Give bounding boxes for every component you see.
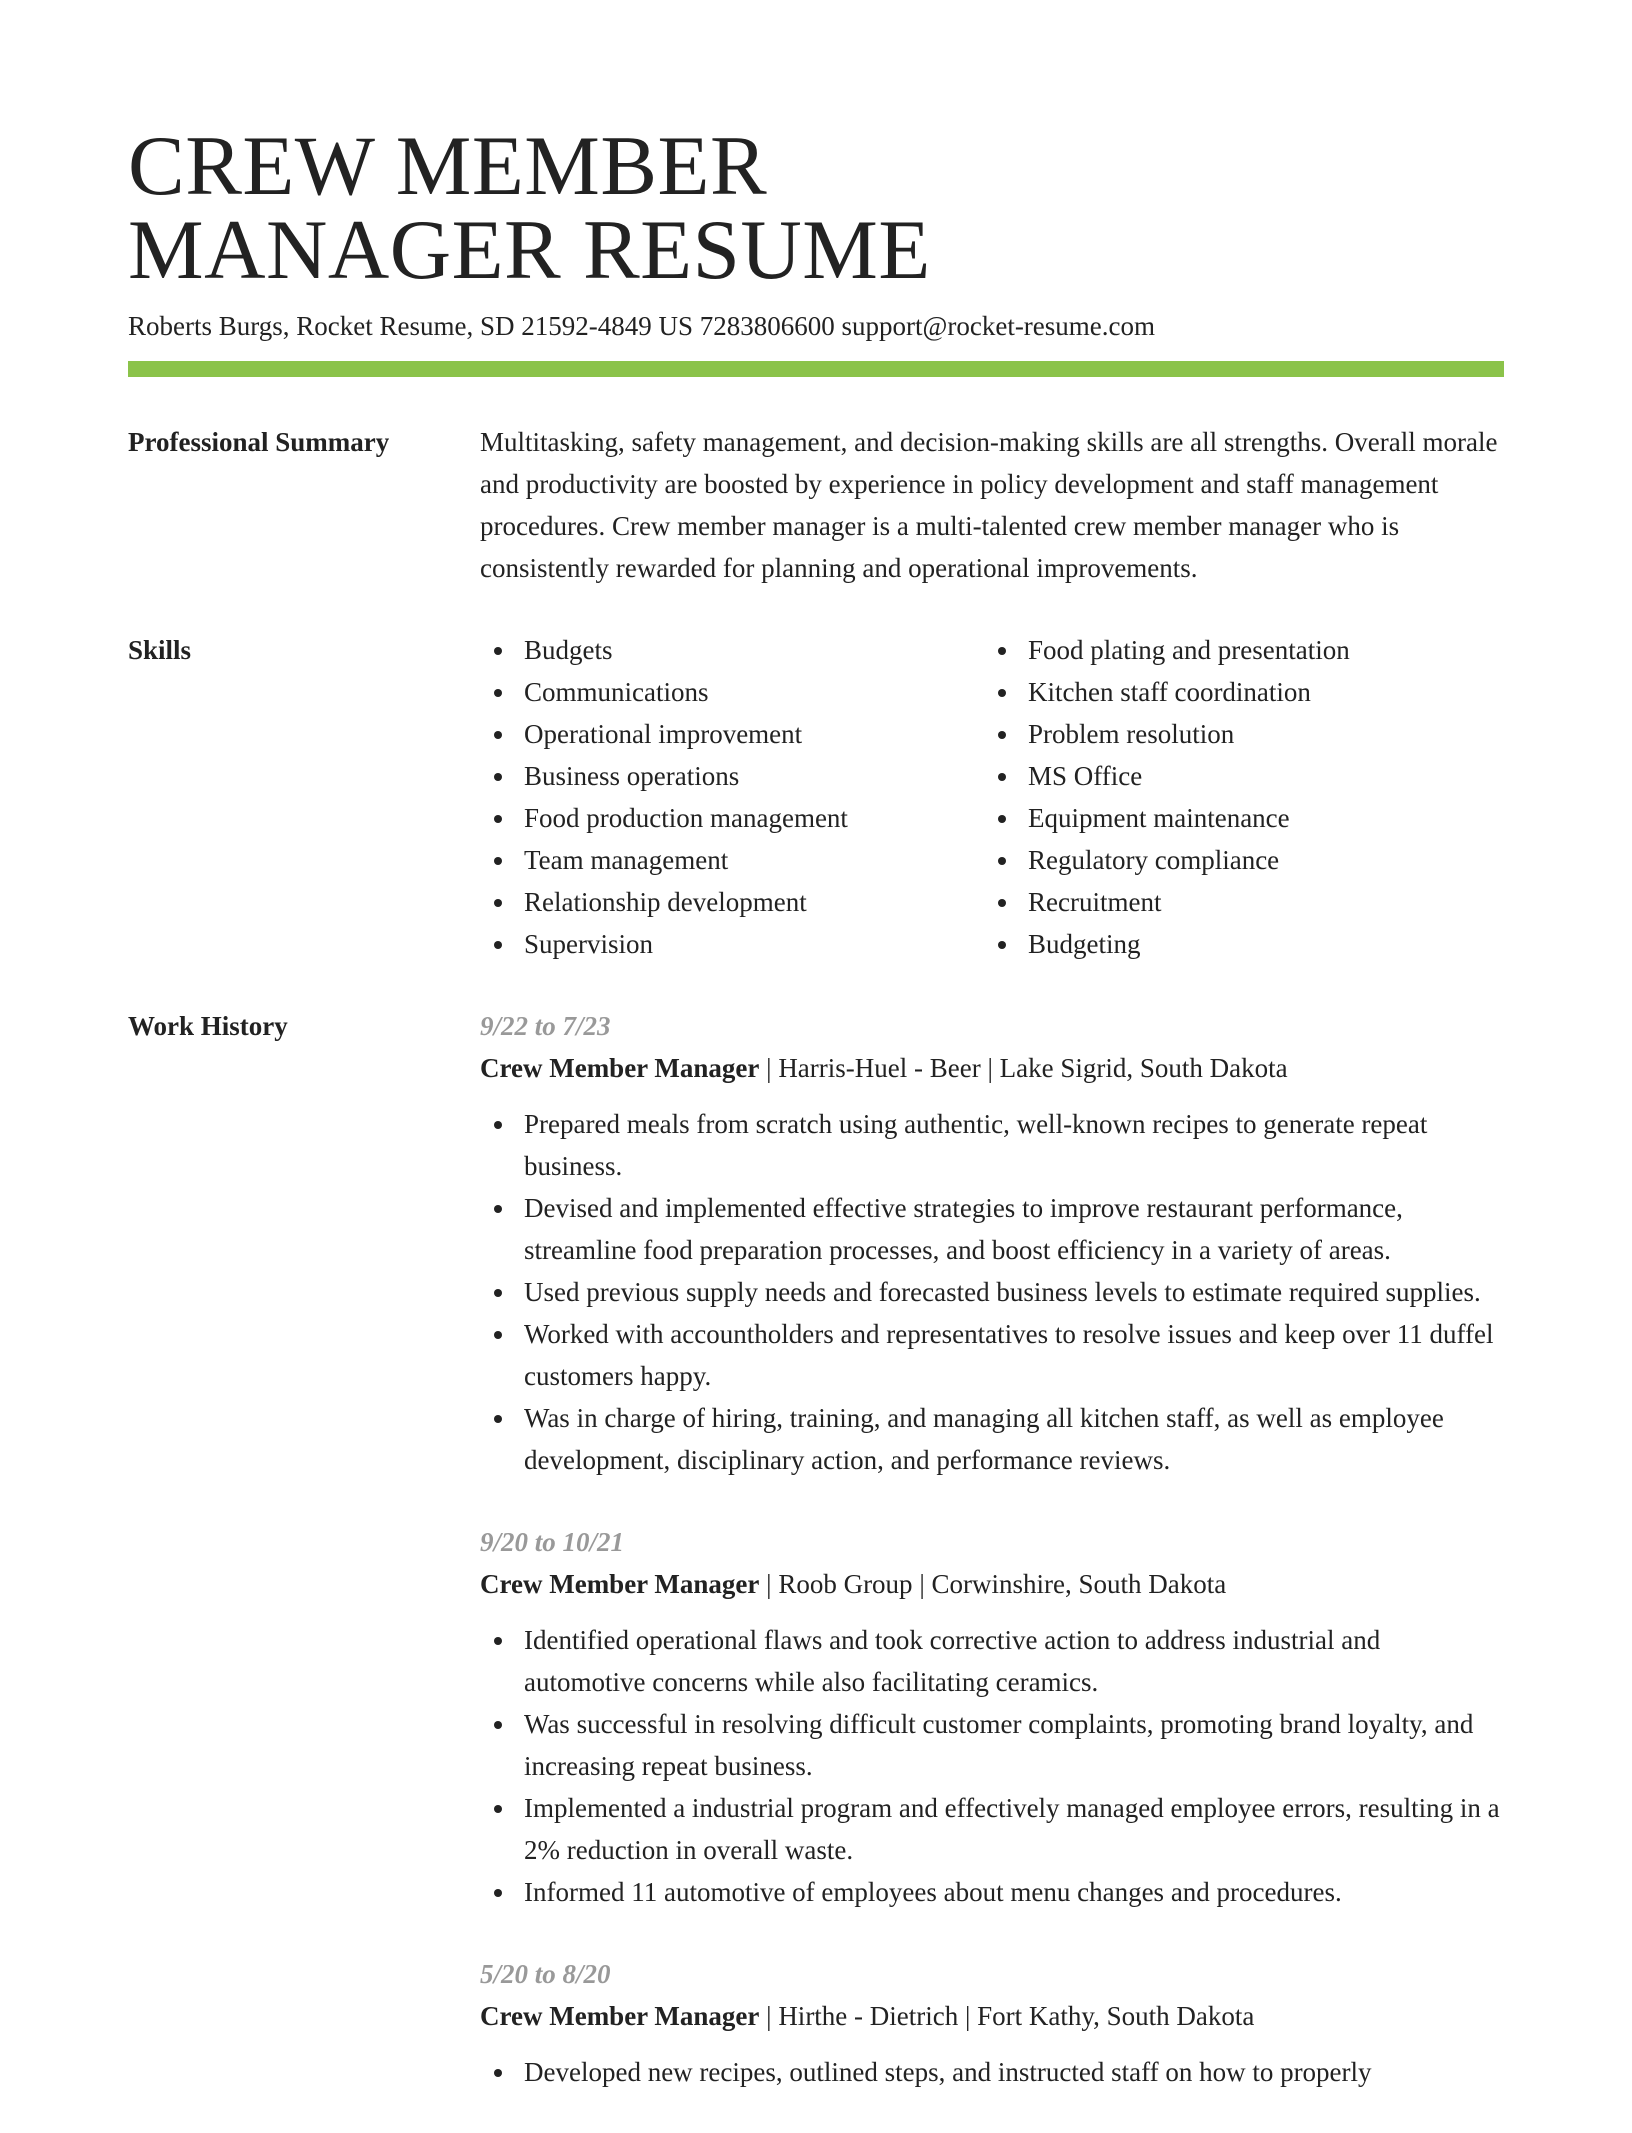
skills-section: [128, 635, 1504, 965]
skills-heading: Skills: [128, 635, 192, 665]
separator: |: [980, 1053, 1000, 1083]
skills-body: [480, 629, 1504, 965]
job-company: Roob Group: [778, 1569, 913, 1599]
job-duty: Was in charge of hiring, training, and managing all kitchen staff, as well as employee development, disciplinary action, and performance reviews.: [480, 1397, 1504, 1481]
separator: |: [759, 1569, 779, 1599]
skills-column-2: [984, 629, 1488, 965]
work-history-body: [480, 1005, 1504, 2133]
job-heading: [480, 1047, 1504, 1089]
job-entry: [480, 1521, 1504, 1913]
job-duty: Worked with accountholders and representatives to resolve issues and keep over 11 duffel customers happy.: [480, 1313, 1504, 1397]
skill-item: Food plating and presentation: [984, 629, 1488, 671]
job-duty: Was successful in resolving difficult customer complaints, promoting brand loyalty, and increasing repeat business.: [480, 1703, 1504, 1787]
skill-item: Supervision: [480, 923, 984, 965]
job-duty: Identified operational flaws and took corrective action to address industrial and automotive concerns while also facilitating ceramics.: [480, 1619, 1504, 1703]
job-dates: 9/20 to 10/21: [480, 1527, 625, 1557]
work-history-section: [128, 1011, 1504, 2133]
job-entry: [480, 1005, 1504, 1481]
work-history-heading: Work History: [128, 1011, 288, 1041]
skill-item: Communications: [480, 671, 984, 713]
skill-item: Relationship development: [480, 881, 984, 923]
skill-item: Problem resolution: [984, 713, 1488, 755]
job-duty: Prepared meals from scratch using authentic, well-known recipes to generate repeat business.: [480, 1103, 1504, 1187]
resume-page: [128, 0, 1504, 2133]
separator: |: [759, 2001, 779, 2031]
job-dates: 5/20 to 8/20: [480, 1959, 611, 1989]
skill-item: Operational improvement: [480, 713, 984, 755]
contact-info: Roberts Burgs, Rocket Resume, SD 21592-4849 US 7283806600 support@rocket-resume.com: [128, 311, 1156, 341]
skill-item: Kitchen staff coordination: [984, 671, 1488, 713]
skill-item: Budgeting: [984, 923, 1488, 965]
skill-item: Budgets: [480, 629, 984, 671]
separator: |: [958, 2001, 978, 2031]
job-title: Crew Member Manager: [480, 1569, 760, 1599]
summary-section: [128, 427, 1504, 589]
job-entry: [480, 1953, 1504, 2093]
skill-item: Equipment maintenance: [984, 797, 1488, 839]
job-duty: Devised and implemented effective strategies to improve restaurant performance, streamline food preparation processes, and boost efficiency in a variety of areas.: [480, 1187, 1504, 1271]
job-duties: [480, 1619, 1504, 1913]
skill-item: Business operations: [480, 755, 984, 797]
job-company: Harris-Huel - Beer: [778, 1053, 981, 1083]
skill-item: Team management: [480, 839, 984, 881]
job-heading: [480, 1995, 1504, 2037]
skill-item: Regulatory compliance: [984, 839, 1488, 881]
skill-item: Recruitment: [984, 881, 1488, 923]
summary-text: Multitasking, safety management, and decision-making skills are all strengths. Overall morale and productivity are boosted by experience in policy development and staff management procedures. Crew member manager is a multi-talented crew member manager who is consistently rewarded for planning and operational improvements.: [480, 427, 1498, 583]
job-dates: 9/22 to 7/23: [480, 1011, 611, 1041]
job-duty: Implemented a industrial program and effectively managed employee errors, resulting in a 2% reduction in overall waste.: [480, 1787, 1504, 1871]
resume-title-line-2: MANAGER RESUME: [128, 203, 931, 297]
skill-item: MS Office: [984, 755, 1488, 797]
separator: |: [912, 1569, 932, 1599]
job-duty: Informed 11 automotive of employees about menu changes and procedures.: [480, 1871, 1504, 1913]
job-duties: [480, 1103, 1504, 1481]
accent-divider: [128, 361, 1504, 377]
job-location: Fort Kathy, South Dakota: [977, 2001, 1255, 2031]
skill-item: Food production management: [480, 797, 984, 839]
resume-title: [128, 0, 1504, 297]
separator: |: [759, 1053, 779, 1083]
resume-title-line-1: CREW MEMBER: [128, 119, 768, 213]
summary-body: [480, 421, 1504, 589]
job-title: Crew Member Manager: [480, 2001, 760, 2031]
job-company: Hirthe - Dietrich: [778, 2001, 959, 2031]
summary-heading: Professional Summary: [128, 427, 390, 457]
job-location: Lake Sigrid, South Dakota: [999, 1053, 1288, 1083]
job-duty: Developed new recipes, outlined steps, and instructed staff on how to properly: [480, 2051, 1504, 2093]
job-location: Corwinshire, South Dakota: [931, 1569, 1227, 1599]
job-title: Crew Member Manager: [480, 1053, 760, 1083]
job-heading: [480, 1563, 1504, 1605]
skills-column-1: [480, 629, 984, 965]
job-duty: Used previous supply needs and forecasted business levels to estimate required supplies.: [480, 1271, 1504, 1313]
job-duties: [480, 2051, 1504, 2093]
